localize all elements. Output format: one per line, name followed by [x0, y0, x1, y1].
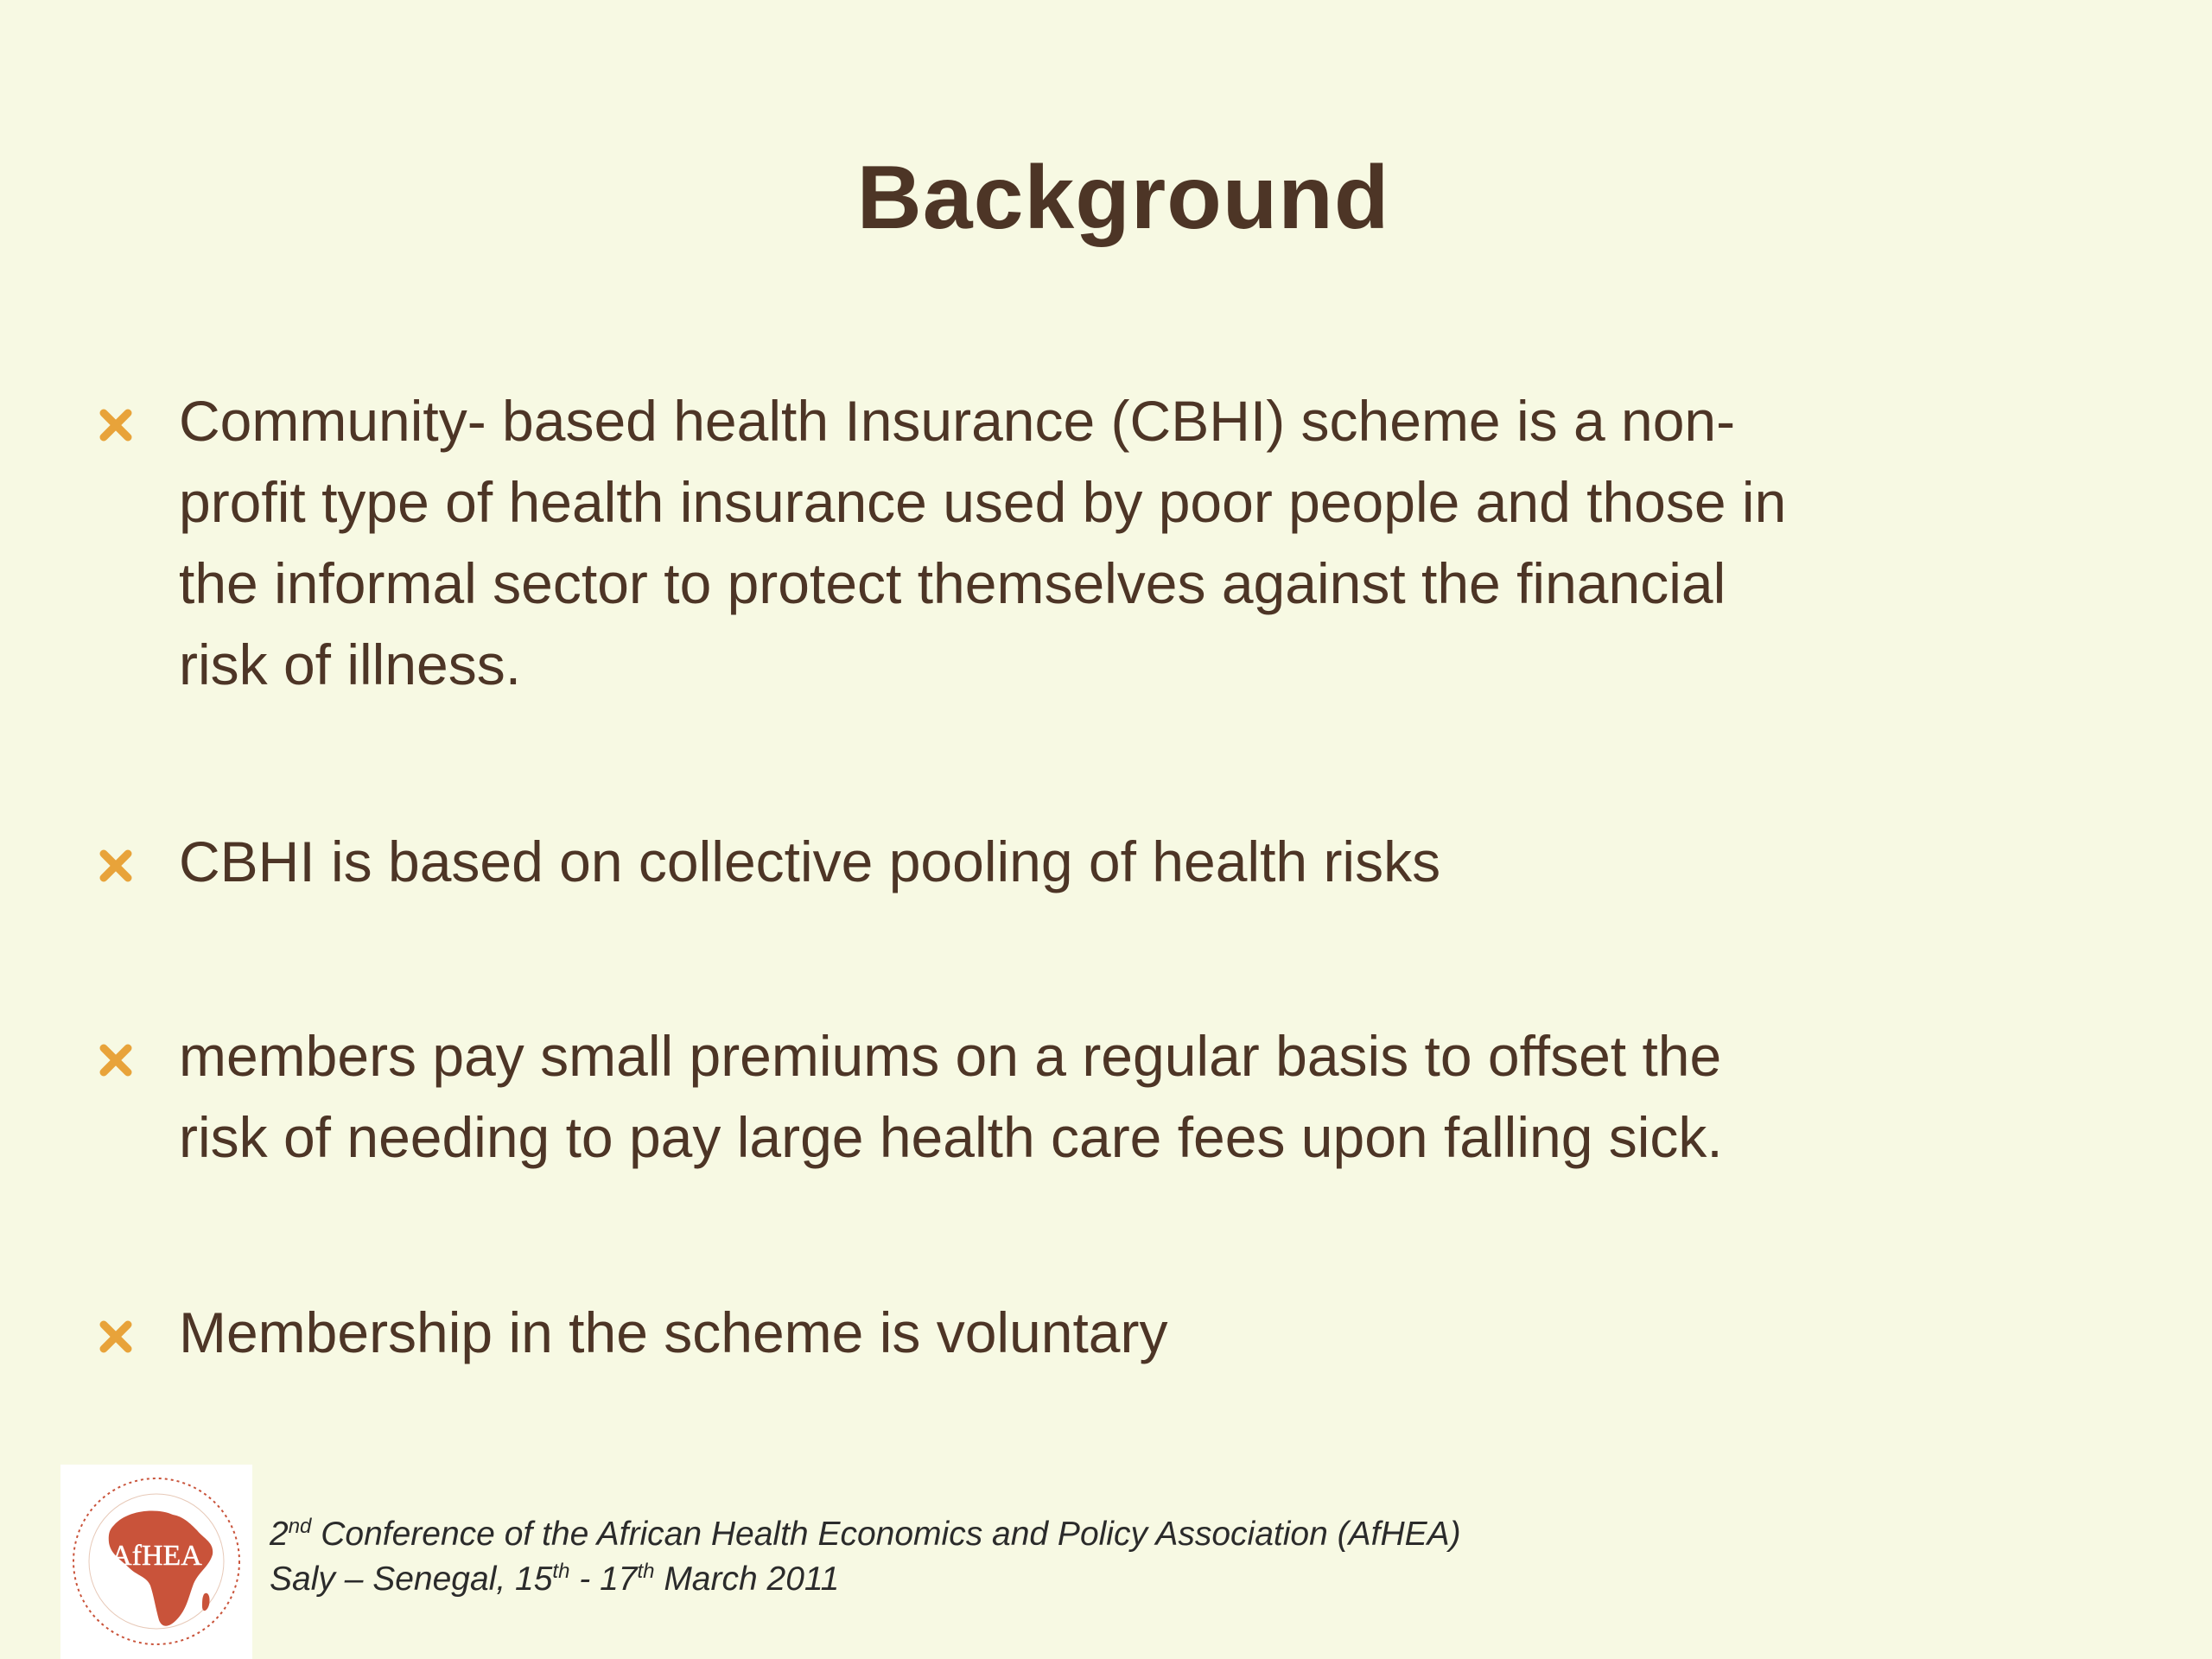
footer-ordinal-number: 2	[270, 1516, 289, 1553]
footer-ordinal-suffix: nd	[288, 1515, 312, 1538]
cross-bullet-icon	[97, 847, 135, 885]
footer-date-end: - 17	[569, 1560, 638, 1598]
afhea-logo	[60, 1465, 252, 1659]
bullet-text: Community- based health Insurance (CBHI) scheme is a non- profit type of health insurance used by poor people and those in the informal sector to protect themselves against the financial risk of illness.	[179, 389, 1787, 696]
footer-date-suffix-1: th	[552, 1560, 570, 1583]
footer-date-suffix-2: th	[637, 1560, 655, 1583]
footer-conference-title: Conference of the African Health Economics and Policy Association (AfHEA)	[311, 1516, 1461, 1553]
footer-location-date-start: Saly – Senegal, 15	[270, 1560, 553, 1598]
cross-bullet-icon	[97, 1041, 135, 1079]
footer-conference-info	[270, 1512, 1461, 1602]
footer-month-year: March 2011	[654, 1560, 840, 1598]
cross-bullet-icon	[97, 406, 135, 444]
cross-bullet-icon	[97, 1318, 135, 1356]
bullet-text: members pay small premiums on a regular basis to offset the risk of needing to pay large health care fees upon falling sick.	[179, 1024, 1723, 1169]
footer-line-1	[270, 1512, 1461, 1557]
slide-title: Background	[856, 148, 1390, 248]
bullet-text: CBHI is based on collective pooling of health risks	[179, 830, 1441, 893]
bullet-text: Membership in the scheme is voluntary	[179, 1300, 1168, 1364]
logo-text: AfHEA	[111, 1540, 202, 1572]
footer-line-2	[270, 1557, 1461, 1602]
